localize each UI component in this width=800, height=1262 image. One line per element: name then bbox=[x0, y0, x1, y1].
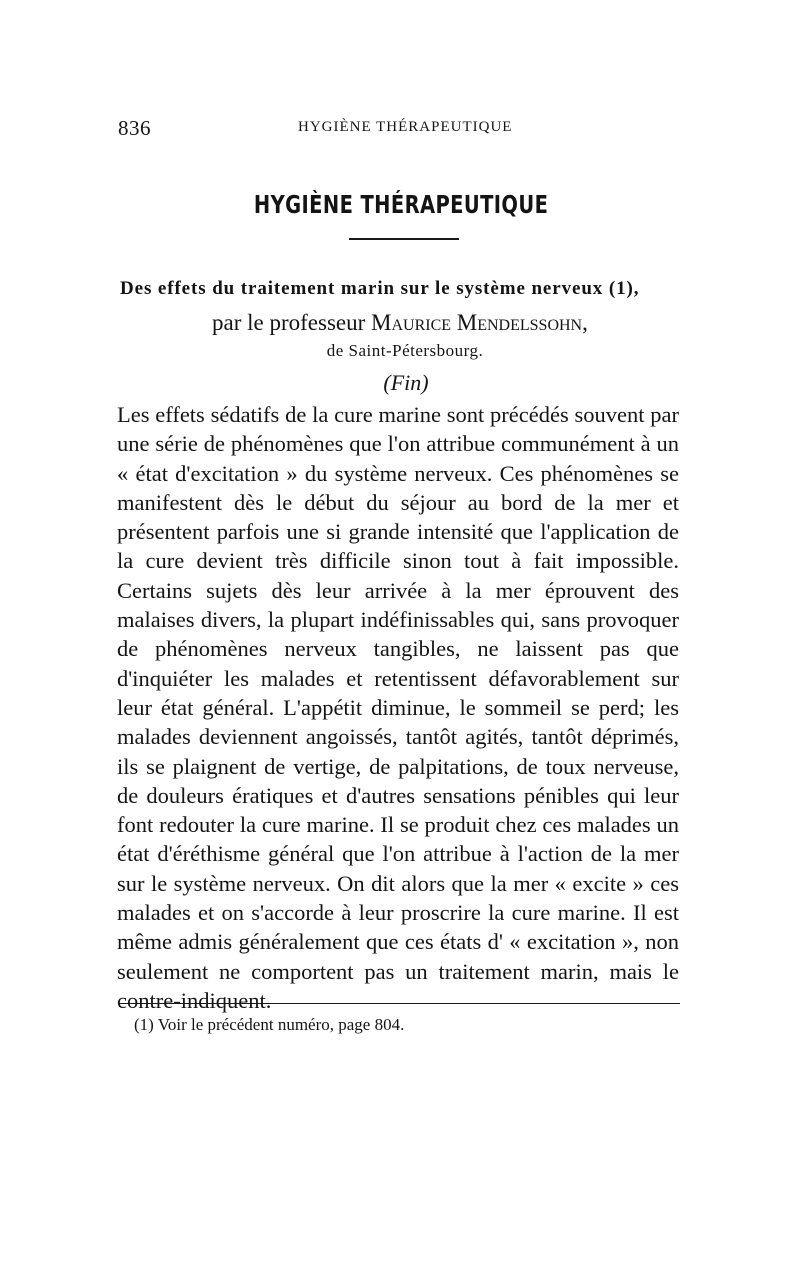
body-paragraph: Les effets sédatifs de la cure marine sont précédés souvent par une série de phénomènes que l'on attribue communément à un « état d'excitation » du système nerveux. Ces phénomènes se manifestent dès le début du séjour au bord de la mer et présentent parfois une si grande intensité que l'application de la cure devient très difficile sinon tout à fait impossible. Certains sujets dès leur arrivée à la mer éprouvent des malaises divers, la plupart indéfinissables qui, sans provoquer de phénomènes nerveux tangibles, ne laissent pas que d'inquiéter les malades et retentissent défavorablement sur leur état général. L'appétit diminue, le sommeil se perd; les malades deviennent angoissés, tantôt agités, tantôt déprimés, ils se plaignent de vertige, de palpitations, de toux nerveuse, de douleurs ératiques et d'autres sensations pénibles qui leur font redouter la cure marine. Il se produit chez ces malades un état d'éréthisme général que l'on attribue à l'action de la mer sur le système nerveux. On dit alors que la mer « excite » ces malades et on s'accorde à leur proscrire la cure marine. Il est même admis généralement que ces états d' « excitation », non seulement ne comportent pas un traitement marin, mais le contre-indiquent. bbox=[117, 402, 679, 1013]
author-affiliation: de Saint-Pétersbourg. bbox=[326, 341, 484, 360]
author-name: Maurice Mendelssohn, bbox=[371, 310, 588, 335]
page-number: 836 bbox=[118, 116, 151, 140]
byline-prefix: par le professeur bbox=[212, 310, 366, 335]
running-title: HYGIÈNE THÉRAPEUTIQUE bbox=[298, 119, 513, 135]
section-title: HYGIÈNE THÉRAPEUTIQUE bbox=[253, 190, 549, 219]
title-rule bbox=[349, 238, 459, 240]
byline bbox=[212, 310, 588, 336]
continuation-marker: (Fin) bbox=[383, 370, 429, 395]
article-title: Des effets du traitement marin sur le système nerveux (1), bbox=[120, 278, 640, 299]
running-head bbox=[0, 116, 800, 142]
footnote-rule bbox=[118, 1003, 680, 1004]
footnote: (1) Voir le précédent numéro, page 804. bbox=[134, 1015, 405, 1034]
